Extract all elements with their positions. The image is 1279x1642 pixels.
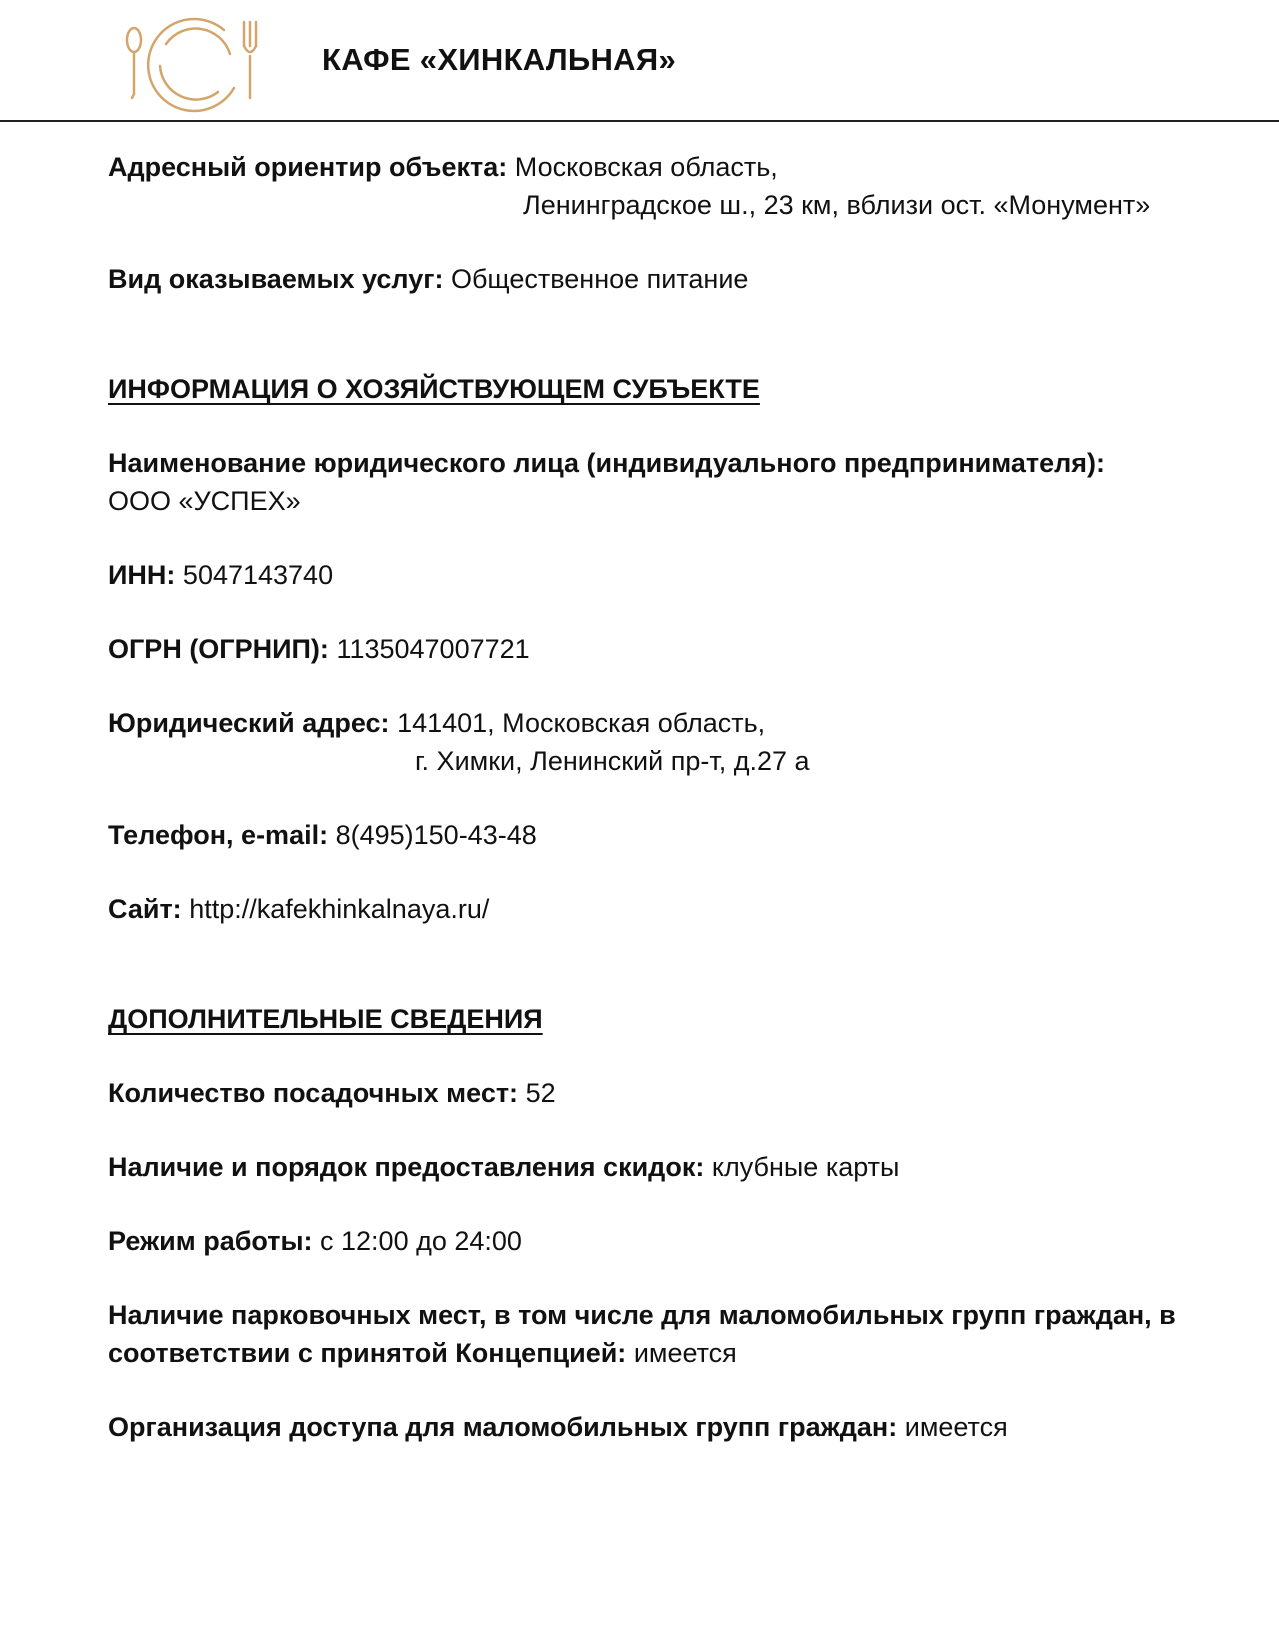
seats-label: Количество посадочных мест: [108, 1078, 519, 1108]
hours-row [108, 1222, 1228, 1260]
address-line2: Ленинградское ш., 23 км, вблизи ост. «Монумент» [523, 190, 1151, 220]
phone-label: Телефон, e-mail: [108, 820, 329, 850]
legal-address-line1: 141401, Московская область, [397, 708, 766, 738]
access-label: Организация доступа для маломобильных групп граждан: [108, 1412, 898, 1442]
info-content [108, 148, 1228, 1446]
discounts-row [108, 1148, 1228, 1186]
phone-row [108, 816, 1228, 854]
discounts-label: Наличие и порядок предоставления скидок: [108, 1152, 705, 1182]
legal-address-label: Юридический адрес: [108, 708, 390, 738]
inn-value: 5047143740 [182, 560, 334, 590]
plate-cutlery-icon [124, 8, 269, 116]
entity-name-value: ООО «УСПЕХ» [108, 486, 301, 516]
services-value: Общественное питание [450, 264, 749, 294]
discounts-value: клубные карты [711, 1152, 900, 1182]
address-line1: Московская область, [514, 152, 778, 182]
seats-value: 52 [525, 1078, 556, 1108]
entity-name-label: Наименование юридического лица (индивидуального предпринимателя): [108, 448, 1105, 478]
site-link[interactable]: http://kafekhinkalnaya.ru/ [189, 894, 490, 924]
address-row [108, 148, 1228, 186]
access-row [108, 1408, 1228, 1446]
parking-label: Наличие парковочных мест, в том числе для маломобильных групп граждан, в соответствии с принятой Концепцией: [108, 1300, 1176, 1368]
additional-section-title: ДОПОЛНИТЕЛЬНЫЕ СВЕДЕНИЯ [108, 1004, 543, 1034]
hours-label: Режим работы: [108, 1226, 313, 1256]
inn-label: ИНН: [108, 560, 176, 590]
inn-row [108, 556, 1228, 594]
parking-value: имеется [633, 1338, 737, 1368]
legal-address-line2: г. Химки, Ленинский пр-т, д.27 а [415, 746, 810, 776]
entity-section-title: ИНФОРМАЦИЯ О ХОЗЯЙСТВУЮЩЕМ СУБЪЕКТЕ [108, 374, 760, 404]
access-value: имеется [904, 1412, 1008, 1442]
legal-address-row [108, 704, 1228, 742]
ogrn-label: ОГРН (ОГРНИП): [108, 634, 329, 664]
seats-row [108, 1074, 1228, 1112]
cafe-title: КАФЕ «ХИНКАЛЬНАЯ» [322, 42, 676, 77]
phone-value: 8(495)150-43-48 [335, 820, 537, 850]
page-header [0, 0, 1279, 122]
ogrn-row [108, 630, 1228, 668]
ogrn-value: 1135047007721 [336, 634, 530, 664]
site-row [108, 890, 1228, 928]
services-label: Вид оказываемых услуг: [108, 264, 444, 294]
address-label: Адресный ориентир объекта: [108, 152, 508, 182]
services-row [108, 260, 1228, 298]
site-label: Сайт: [108, 894, 182, 924]
hours-value: с 12:00 до 24:00 [320, 1226, 522, 1256]
parking-row [108, 1296, 1208, 1372]
